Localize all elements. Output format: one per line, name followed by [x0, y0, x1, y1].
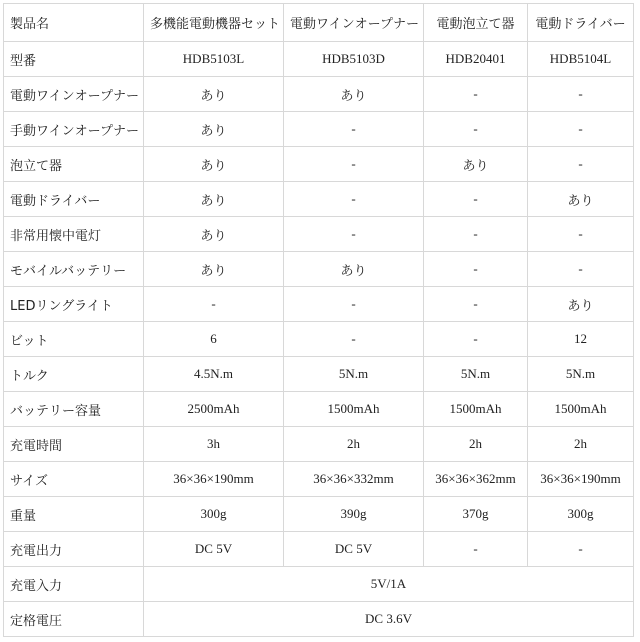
table-cell: 5N.m: [528, 357, 634, 392]
table-row: [4, 287, 634, 322]
table-cell: 2h: [528, 427, 634, 462]
row-label: 充電出力: [4, 532, 144, 567]
table-cell: -: [284, 147, 424, 182]
table-cell: あり: [144, 252, 284, 287]
table-cell: 370g: [424, 497, 528, 532]
table-cell: 36×36×190mm: [144, 462, 284, 497]
table-cell: DC 5V: [284, 532, 424, 567]
table-row: [4, 392, 634, 427]
table-cell: -: [424, 217, 528, 252]
table-cell: 5N.m: [284, 357, 424, 392]
row-label: 非常用懐中電灯: [4, 217, 144, 252]
table-cell: あり: [284, 252, 424, 287]
row-label: トルク: [4, 357, 144, 392]
row-label: LEDリングライト: [4, 287, 144, 322]
table-cell: -: [528, 112, 634, 147]
table-row: [4, 322, 634, 357]
header-electric-whisk: 電動泡立て器: [424, 4, 528, 42]
header-electric-driver: 電動ドライバー: [528, 4, 634, 42]
table-cell: 1500mAh: [284, 392, 424, 427]
table-cell: 1500mAh: [528, 392, 634, 427]
table-row: [4, 497, 634, 532]
table-cell: 12: [528, 322, 634, 357]
table-cell: あり: [528, 287, 634, 322]
table-cell: -: [424, 322, 528, 357]
table-cell: -: [424, 252, 528, 287]
table-cell: -: [284, 182, 424, 217]
table-header-row: [4, 4, 634, 42]
table-cell: -: [144, 287, 284, 322]
table-cell: -: [424, 112, 528, 147]
table-row: [4, 217, 634, 252]
table-cell: HDB5104L: [528, 42, 634, 77]
table-cell: あり: [284, 77, 424, 112]
table-row: [4, 532, 634, 567]
table-cell: 5N.m: [424, 357, 528, 392]
row-label: 充電入力: [4, 567, 144, 602]
table-cell: 2h: [424, 427, 528, 462]
table-cell: -: [528, 532, 634, 567]
table-cell: あり: [144, 112, 284, 147]
table-cell: HDB20401: [424, 42, 528, 77]
table-cell: 300g: [528, 497, 634, 532]
table-cell: あり: [144, 217, 284, 252]
table-cell: あり: [528, 182, 634, 217]
table-cell: 4.5N.m: [144, 357, 284, 392]
table-cell: -: [528, 147, 634, 182]
table-row: [4, 147, 634, 182]
table-row: [4, 462, 634, 497]
table-row: [4, 252, 634, 287]
table-cell: 300g: [144, 497, 284, 532]
table-cell: あり: [144, 77, 284, 112]
table-row: [4, 427, 634, 462]
table-row: [4, 567, 634, 602]
header-product-name: 製品名: [4, 4, 144, 42]
header-electric-wine-opener: 電動ワインオープナー: [284, 4, 424, 42]
table-row: [4, 357, 634, 392]
table-row: [4, 182, 634, 217]
table-cell: 1500mAh: [424, 392, 528, 427]
table-row: [4, 602, 634, 637]
row-label: バッテリー容量: [4, 392, 144, 427]
row-label: 電動ドライバー: [4, 182, 144, 217]
table-row: [4, 112, 634, 147]
row-label: 泡立て器: [4, 147, 144, 182]
table-cell: あり: [424, 147, 528, 182]
row-label: 充電時間: [4, 427, 144, 462]
table-row: [4, 42, 634, 77]
row-label: 重量: [4, 497, 144, 532]
table-cell: -: [528, 77, 634, 112]
table-row: [4, 77, 634, 112]
table-cell: 6: [144, 322, 284, 357]
row-label: サイズ: [4, 462, 144, 497]
table-cell: あり: [144, 147, 284, 182]
row-label: ビット: [4, 322, 144, 357]
table-cell: 3h: [144, 427, 284, 462]
row-label: 定格電圧: [4, 602, 144, 637]
spec-table-body: [4, 4, 634, 637]
table-cell: 36×36×332mm: [284, 462, 424, 497]
table-cell: 36×36×190mm: [528, 462, 634, 497]
table-cell: -: [528, 217, 634, 252]
row-label: 型番: [4, 42, 144, 77]
table-cell: HDB5103D: [284, 42, 424, 77]
row-label: 電動ワインオープナー: [4, 77, 144, 112]
table-cell: DC 3.6V: [144, 602, 634, 637]
table-cell: 36×36×362mm: [424, 462, 528, 497]
table-cell: -: [424, 532, 528, 567]
row-label: モバイルバッテリー: [4, 252, 144, 287]
header-multi-function-set: 多機能電動機器セット: [144, 4, 284, 42]
table-cell: HDB5103L: [144, 42, 284, 77]
table-cell: -: [528, 252, 634, 287]
table-cell: -: [424, 77, 528, 112]
table-cell: 5V/1A: [144, 567, 634, 602]
spec-table: [3, 3, 634, 637]
table-cell: あり: [144, 182, 284, 217]
table-cell: 2h: [284, 427, 424, 462]
table-cell: -: [284, 217, 424, 252]
table-cell: -: [284, 287, 424, 322]
table-cell: 390g: [284, 497, 424, 532]
row-label: 手動ワインオープナー: [4, 112, 144, 147]
table-cell: DC 5V: [144, 532, 284, 567]
table-cell: -: [424, 287, 528, 322]
table-cell: -: [284, 112, 424, 147]
table-cell: -: [424, 182, 528, 217]
table-cell: -: [284, 322, 424, 357]
table-cell: 2500mAh: [144, 392, 284, 427]
